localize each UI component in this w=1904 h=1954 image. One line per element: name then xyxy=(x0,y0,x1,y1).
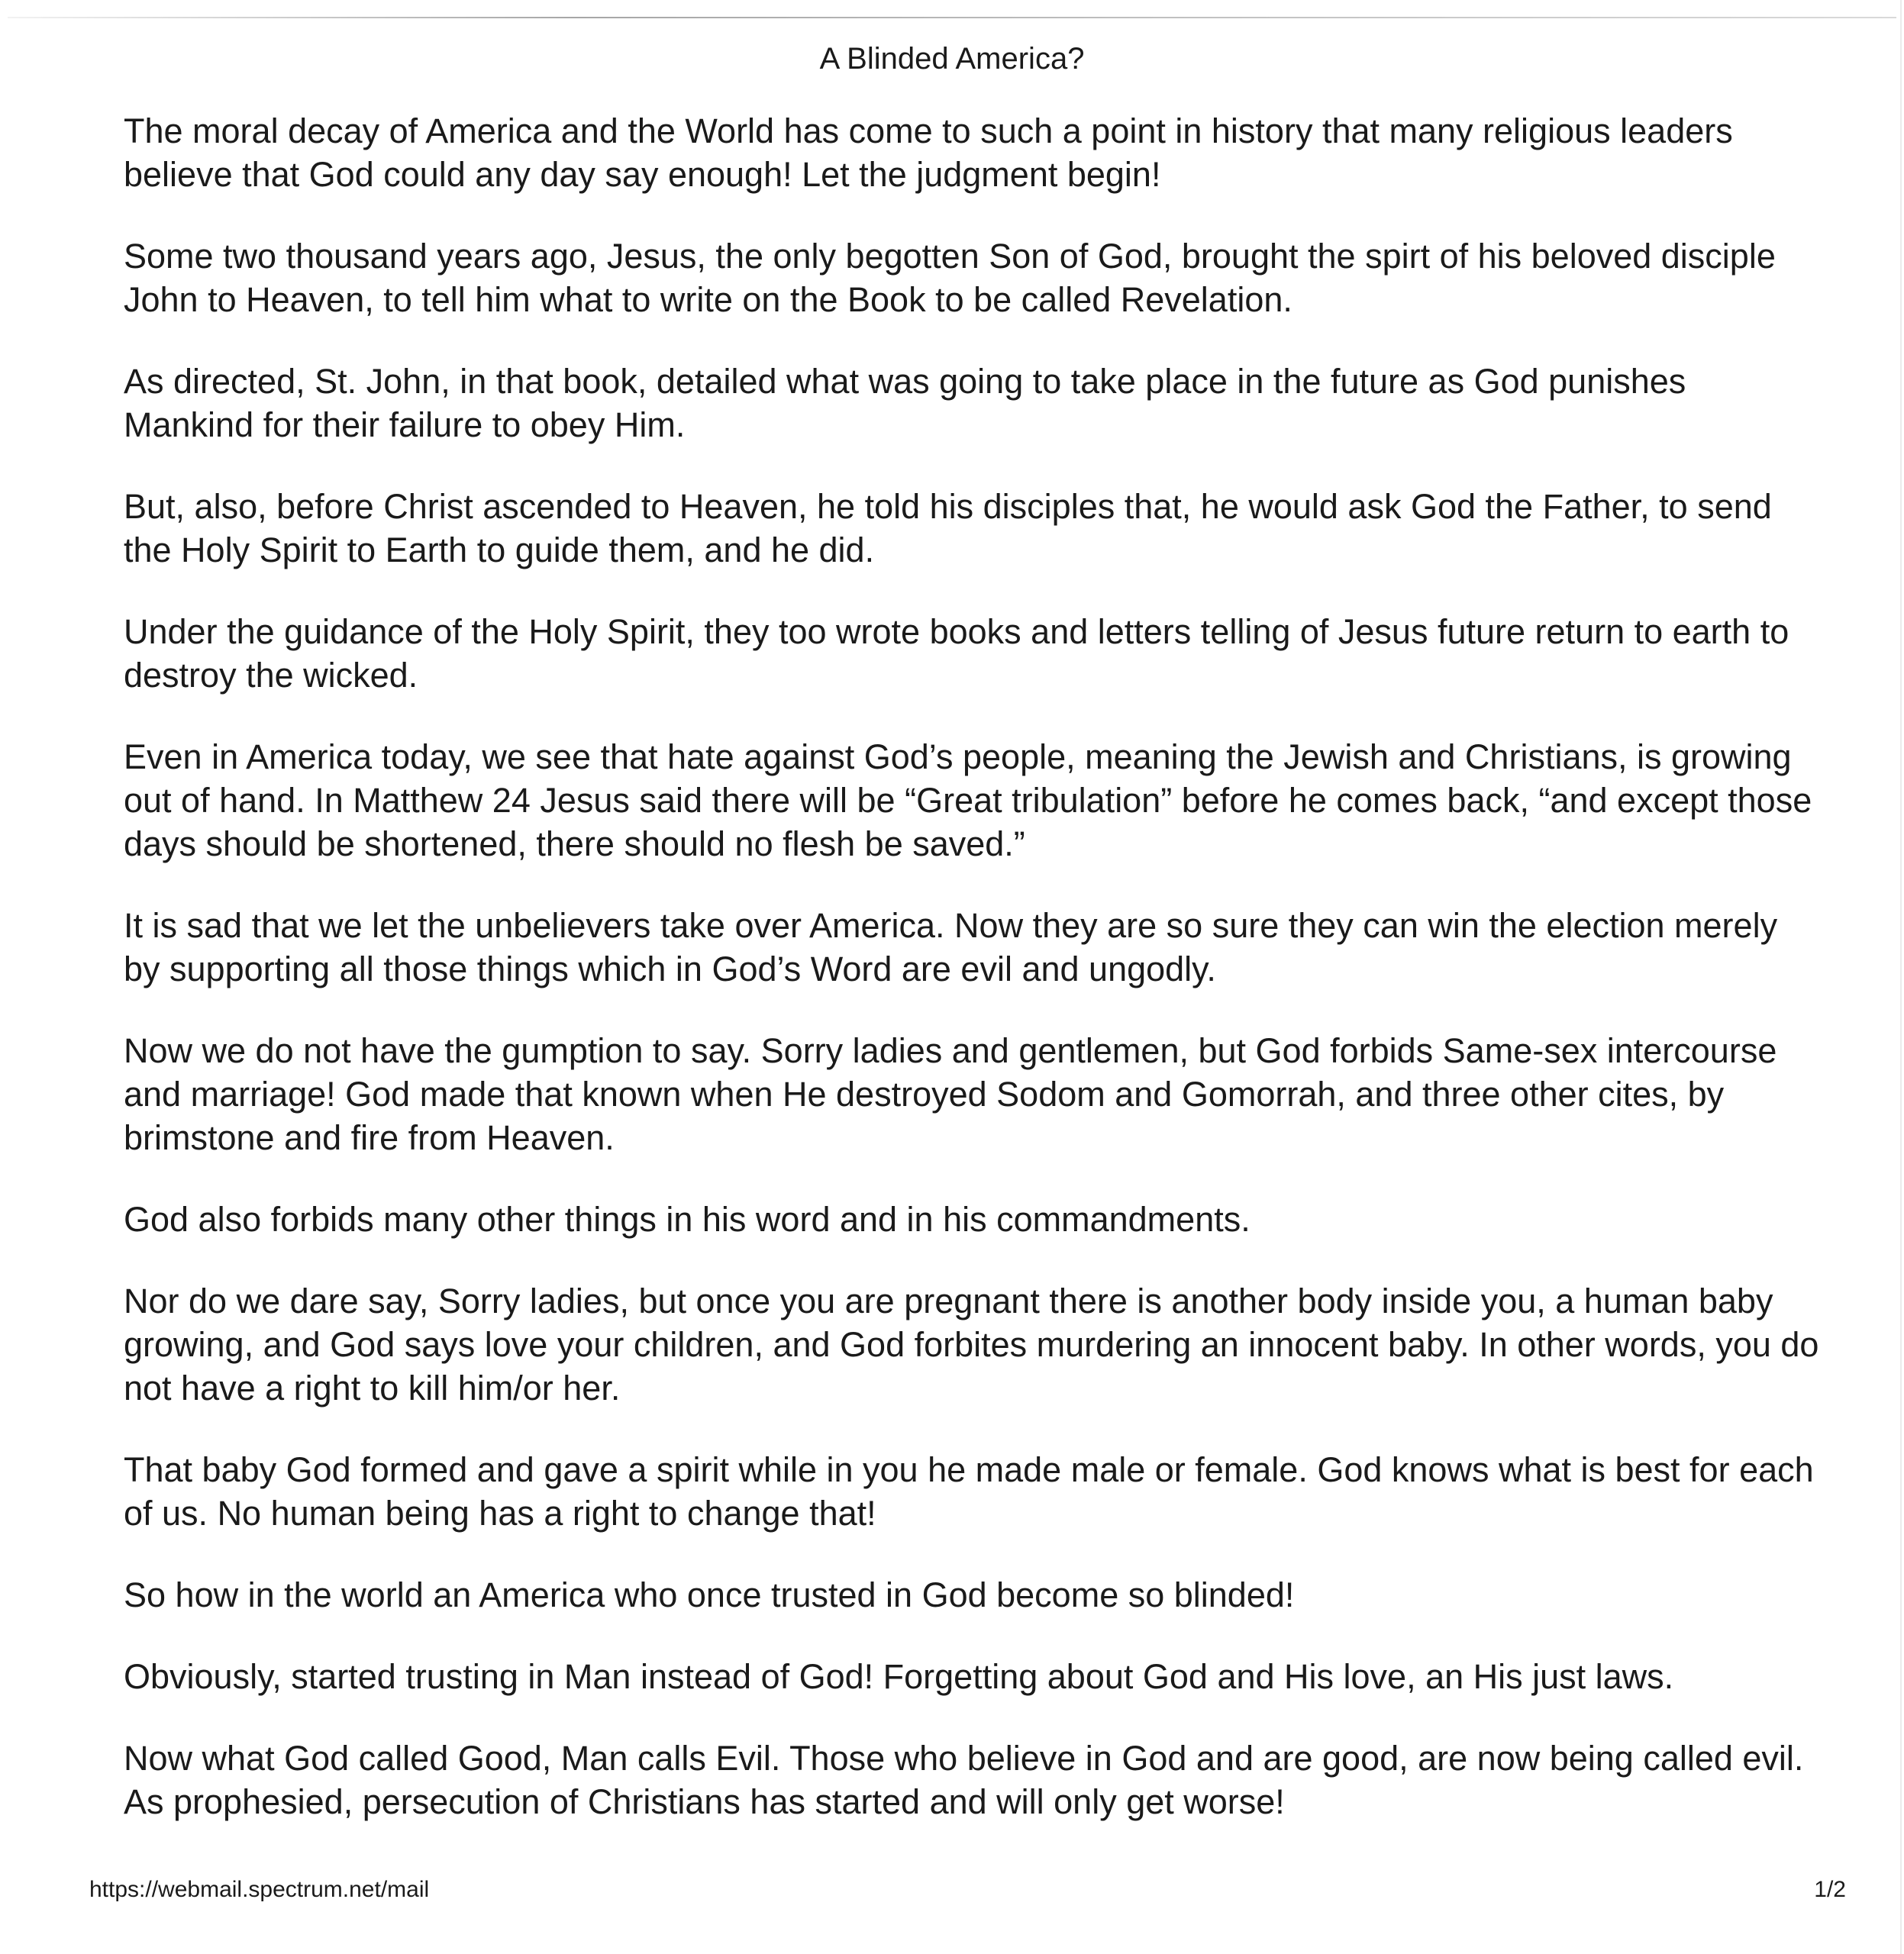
footer-url: https://webmail.spectrum.net/mail xyxy=(89,1877,430,1902)
paragraph: So how in the world an America who once trusted in God become so blinded! xyxy=(124,1575,1295,1614)
paragraph: Nor do we dare say, Sorry ladies, but once you are pregnant there is another body inside you, a human baby growing, and God says love your children, and God forbites murdering an innocent baby. In other words, you do not have a right to kill him/or her. xyxy=(124,1282,1819,1407)
paragraph: But, also, before Christ ascended to Heaven, he told his disciples that, he would ask God the Father, to send the Holy Spirit to Earth to guide them, and he did. xyxy=(124,487,1772,569)
document-body xyxy=(124,109,1820,1862)
paragraph: Even in America today, we see that hate against God’s people, meaning the Jewish and Christians, is growing out of hand. In Matthew 24 Jesus said there will be “Great tribulation” before he comes back, “and except those days should be shortened, there should no flesh be saved.” xyxy=(124,737,1812,863)
document-title: A Blinded America? xyxy=(819,42,1085,76)
paragraph: Now we do not have the gumption to say. Sorry ladies and gentlemen, but God forbids Same-sex intercourse and marriage! God made that known when He destroyed Sodom and Gomorrah, and three other cites, by brimstone and fire from Heaven. xyxy=(124,1031,1777,1157)
page-number: 1/2 xyxy=(1814,1877,1846,1902)
paragraph: Obviously, started trusting in Man instead of God! Forgetting about God and His love, an His just laws. xyxy=(124,1657,1674,1696)
paragraph: Some two thousand years ago, Jesus, the only begotten Son of God, brought the spirt of his beloved disciple John to Heaven, to tell him what to write on the Book to be called Revelation. xyxy=(124,237,1776,319)
paper-edge-line xyxy=(8,17,1896,18)
paragraph: The moral decay of America and the World has come to such a point in history that many religious leaders believe that God could any day say enough! Let the judgment begin! xyxy=(124,111,1733,194)
paragraph: God also forbids many other things in his word and in his commandments. xyxy=(124,1200,1251,1239)
paragraph: As directed, St. John, in that book, detailed what was going to take place in the future as God punishes Mankind for their failure to obey Him. xyxy=(124,362,1686,444)
paper-right-edge xyxy=(1900,0,1902,1954)
paragraph: It is sad that we let the unbelievers take over America. Now they are so sure they can win the election merely by supporting all those things which in God’s Word are evil and ungodly. xyxy=(124,906,1778,988)
paragraph: That baby God formed and gave a spirit while in you he made male or female. God knows what is best for each of us. No human being has a right to change that! xyxy=(124,1450,1814,1533)
paragraph: Under the guidance of the Holy Spirit, they too wrote books and letters telling of Jesus future return to earth to destroy the wicked. xyxy=(124,612,1789,695)
paragraph: Now what God called Good, Man calls Evil. Those who believe in God and are good, are now being called evil. As prophesied, persecution of Christians has started and will only get worse! xyxy=(124,1739,1804,1821)
